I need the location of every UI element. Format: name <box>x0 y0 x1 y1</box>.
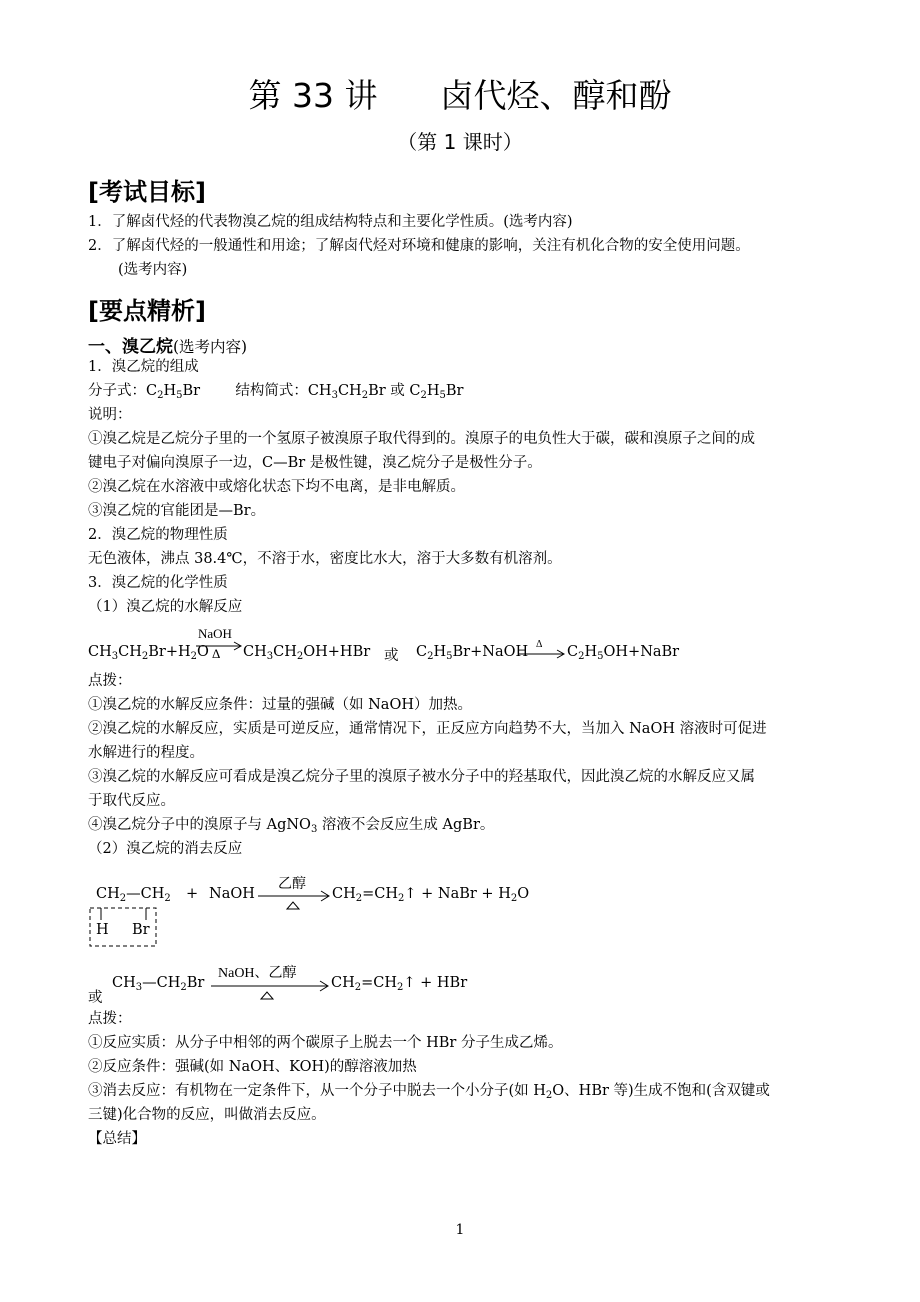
elimination-alt-arrow-icon <box>211 978 331 1002</box>
goal-2: 2．了解卤代烃的一般通性和用途；了解卤代烃对环境和健康的影响，关注有机化合物的安全使用问题。 <box>88 238 750 254</box>
elimination-br: Br <box>132 922 150 938</box>
struct-b-sub: 2 <box>361 390 369 401</box>
formula-h: H <box>163 383 177 399</box>
elimination-alt-cond-top: NaOH、乙醇 <box>218 966 297 981</box>
formula-c: C <box>146 383 158 399</box>
r2-title: （2）溴乙烷的消去反应 <box>88 841 243 857</box>
hydrolysis-arrow-icon <box>196 640 244 652</box>
formula-sub-5: 5 <box>176 390 183 401</box>
struct-label: 结构简式： <box>235 383 308 399</box>
r1-point-2a: ②溴乙烷的水解反应，实质是可逆反应，通常情况下，正反应方向趋势不大，当加入 NaOH 溶液时可促进 <box>88 721 767 737</box>
r2-point-3b: 三键)化合物的反应，叫做消去反应。 <box>88 1107 326 1123</box>
note-1a: ①溴乙烷是乙烷分子里的一个氢原子被溴原子取代得到的。溴原子的电负性大于碳，碳和溴原子之间的成 <box>88 431 755 447</box>
part1-heading-note: (选考内容) <box>173 338 248 356</box>
elimination-cond-top: 乙醇 <box>278 877 306 892</box>
elimination-arrow-icon <box>258 888 332 912</box>
r1-point-4a: ④溴乙烷分子中的溴原子与 AgNO <box>88 817 311 833</box>
struct-d-sub: 5 <box>439 390 446 401</box>
elimination-product: $CH_2=CH_2↑$ + NaBr + $H_2O$ <box>332 886 530 904</box>
note-2: ②溴乙烷在水溶液中或熔化状态下均不电离，是非电解质。 <box>88 479 465 495</box>
s1-title: 1．溴乙烷的组成 <box>88 359 199 375</box>
page-title: 第 33 讲 卤代烃、醇和酚 <box>248 76 672 115</box>
note-label: 说明： <box>88 407 132 423</box>
r2-point-2: ②反应条件：强碱(如 NaOH、KOH)的醇溶液加热 <box>88 1059 417 1075</box>
struct-a: CH <box>307 383 332 399</box>
r2-point-3a <box>88 1080 770 1102</box>
goal-2-cont: (选考内容) <box>118 262 188 278</box>
formula-label: 分子式： <box>88 383 146 399</box>
elimination-alt-product: $CH_2=CH_2↑$ + HBr <box>331 975 468 993</box>
page-number: 1 <box>455 1222 465 1238</box>
hydrolysis-alt-arrow-icon <box>519 648 567 660</box>
part1-heading <box>88 332 247 357</box>
elimination-naoh: NaOH <box>209 886 255 902</box>
r1-point-2b: 水解进行的程度。 <box>88 745 204 761</box>
goal-1: 1．了解卤代烃的代表物溴乙烷的组成结构特点和主要化学性质。(选考内容) <box>88 214 573 230</box>
hydrolysis-or: 或 <box>384 648 399 664</box>
r2-point-3a-sub: 2 <box>545 1090 553 1101</box>
note-3: ③溴乙烷的官能团是—Br。 <box>88 503 266 519</box>
s2-title: 2．溴乙烷的物理性质 <box>88 527 228 543</box>
note-1b: 键电子对偏向溴原子一边，C—Br 是极性键，溴乙烷分子是极性分子。 <box>88 455 542 471</box>
key-points-heading: [要点精析] <box>88 297 206 325</box>
struct-c: Br 或 C <box>368 383 421 399</box>
struct-e: Br <box>445 383 464 399</box>
elimination-reactant: $CH_2—CH_2$ <box>96 886 171 904</box>
r1-points-label: 点拨： <box>88 673 132 689</box>
struct-c-sub: 2 <box>420 390 427 401</box>
r1-point-1: ①溴乙烷的水解反应条件：过量的强碱（如 NaOH）加热。 <box>88 697 472 713</box>
r1-point-4b: 溶液不会反应生成 AgBr。 <box>317 817 495 833</box>
r2-point-3a-1: ③消去反应：有机物在一定条件下，从一个分子中脱去一个小分子(如 H <box>88 1083 546 1099</box>
elimination-alt-reactant: $CH_3—CH_2Br$ <box>112 975 205 993</box>
r2-point-1: ①反应实质：从分子中相邻的两个碳原子上脱去一个 HBr 分子生成乙烯。 <box>88 1035 563 1051</box>
r1-point-3a: ③溴乙烷的水解反应可看成是溴乙烷分子里的溴原子被水分子中的羟基取代，因此溴乙烷的水解反应又属 <box>88 769 755 785</box>
hydrolysis-equation-2-right: $C_2H_5OH+NaBr$ <box>567 644 680 662</box>
hydrolysis-cond-bottom: Δ <box>212 646 221 661</box>
hydrolysis-alt-cond: Δ <box>536 639 543 650</box>
r1-title: （1）溴乙烷的水解反应 <box>88 599 243 615</box>
r1-point-3b: 于取代反应。 <box>88 793 175 809</box>
goals-heading: [考试目标] <box>88 178 206 206</box>
elimination-plus: + <box>186 886 199 902</box>
hydrolysis-equation-1-right: $CH_3CH_2OH+HBr$ <box>243 644 371 662</box>
elimination-h: H <box>96 922 109 938</box>
elimination-alt-or: 或 <box>88 990 103 1006</box>
hydrolysis-equation-1-left: $CH_3CH_2Br+H_2O$ <box>88 644 209 662</box>
s2-text: 无色液体，沸点 38.4℃，不溶于水，密度比水大，溶于大多数有机溶剂。 <box>88 551 562 567</box>
summary-heading: 【总结】 <box>88 1131 146 1147</box>
struct-d: H <box>426 383 440 399</box>
formula-sub-2: 2 <box>157 390 164 401</box>
s3-title: 3．溴乙烷的化学性质 <box>88 575 228 591</box>
hydrolysis-equation-2-left: $C_2H_5Br+NaOH$ <box>416 644 529 662</box>
hydrolysis-cond-top: NaOH <box>198 626 232 641</box>
struct-b: CH <box>337 383 362 399</box>
formula-br: Br <box>182 383 201 399</box>
part1-heading-text: 一、溴乙烷 <box>88 337 173 357</box>
r1-point-4-sub: 3 <box>310 824 318 835</box>
struct-a-sub: 3 <box>331 390 338 401</box>
r1-point-4 <box>88 814 494 836</box>
r2-points-label: 点拨： <box>88 1011 132 1027</box>
page-subtitle: （第 1 课时） <box>397 130 523 154</box>
formula-line <box>88 380 463 402</box>
r2-point-3a-2: O、HBr 等)生成不饱和(含双键或 <box>552 1083 770 1099</box>
